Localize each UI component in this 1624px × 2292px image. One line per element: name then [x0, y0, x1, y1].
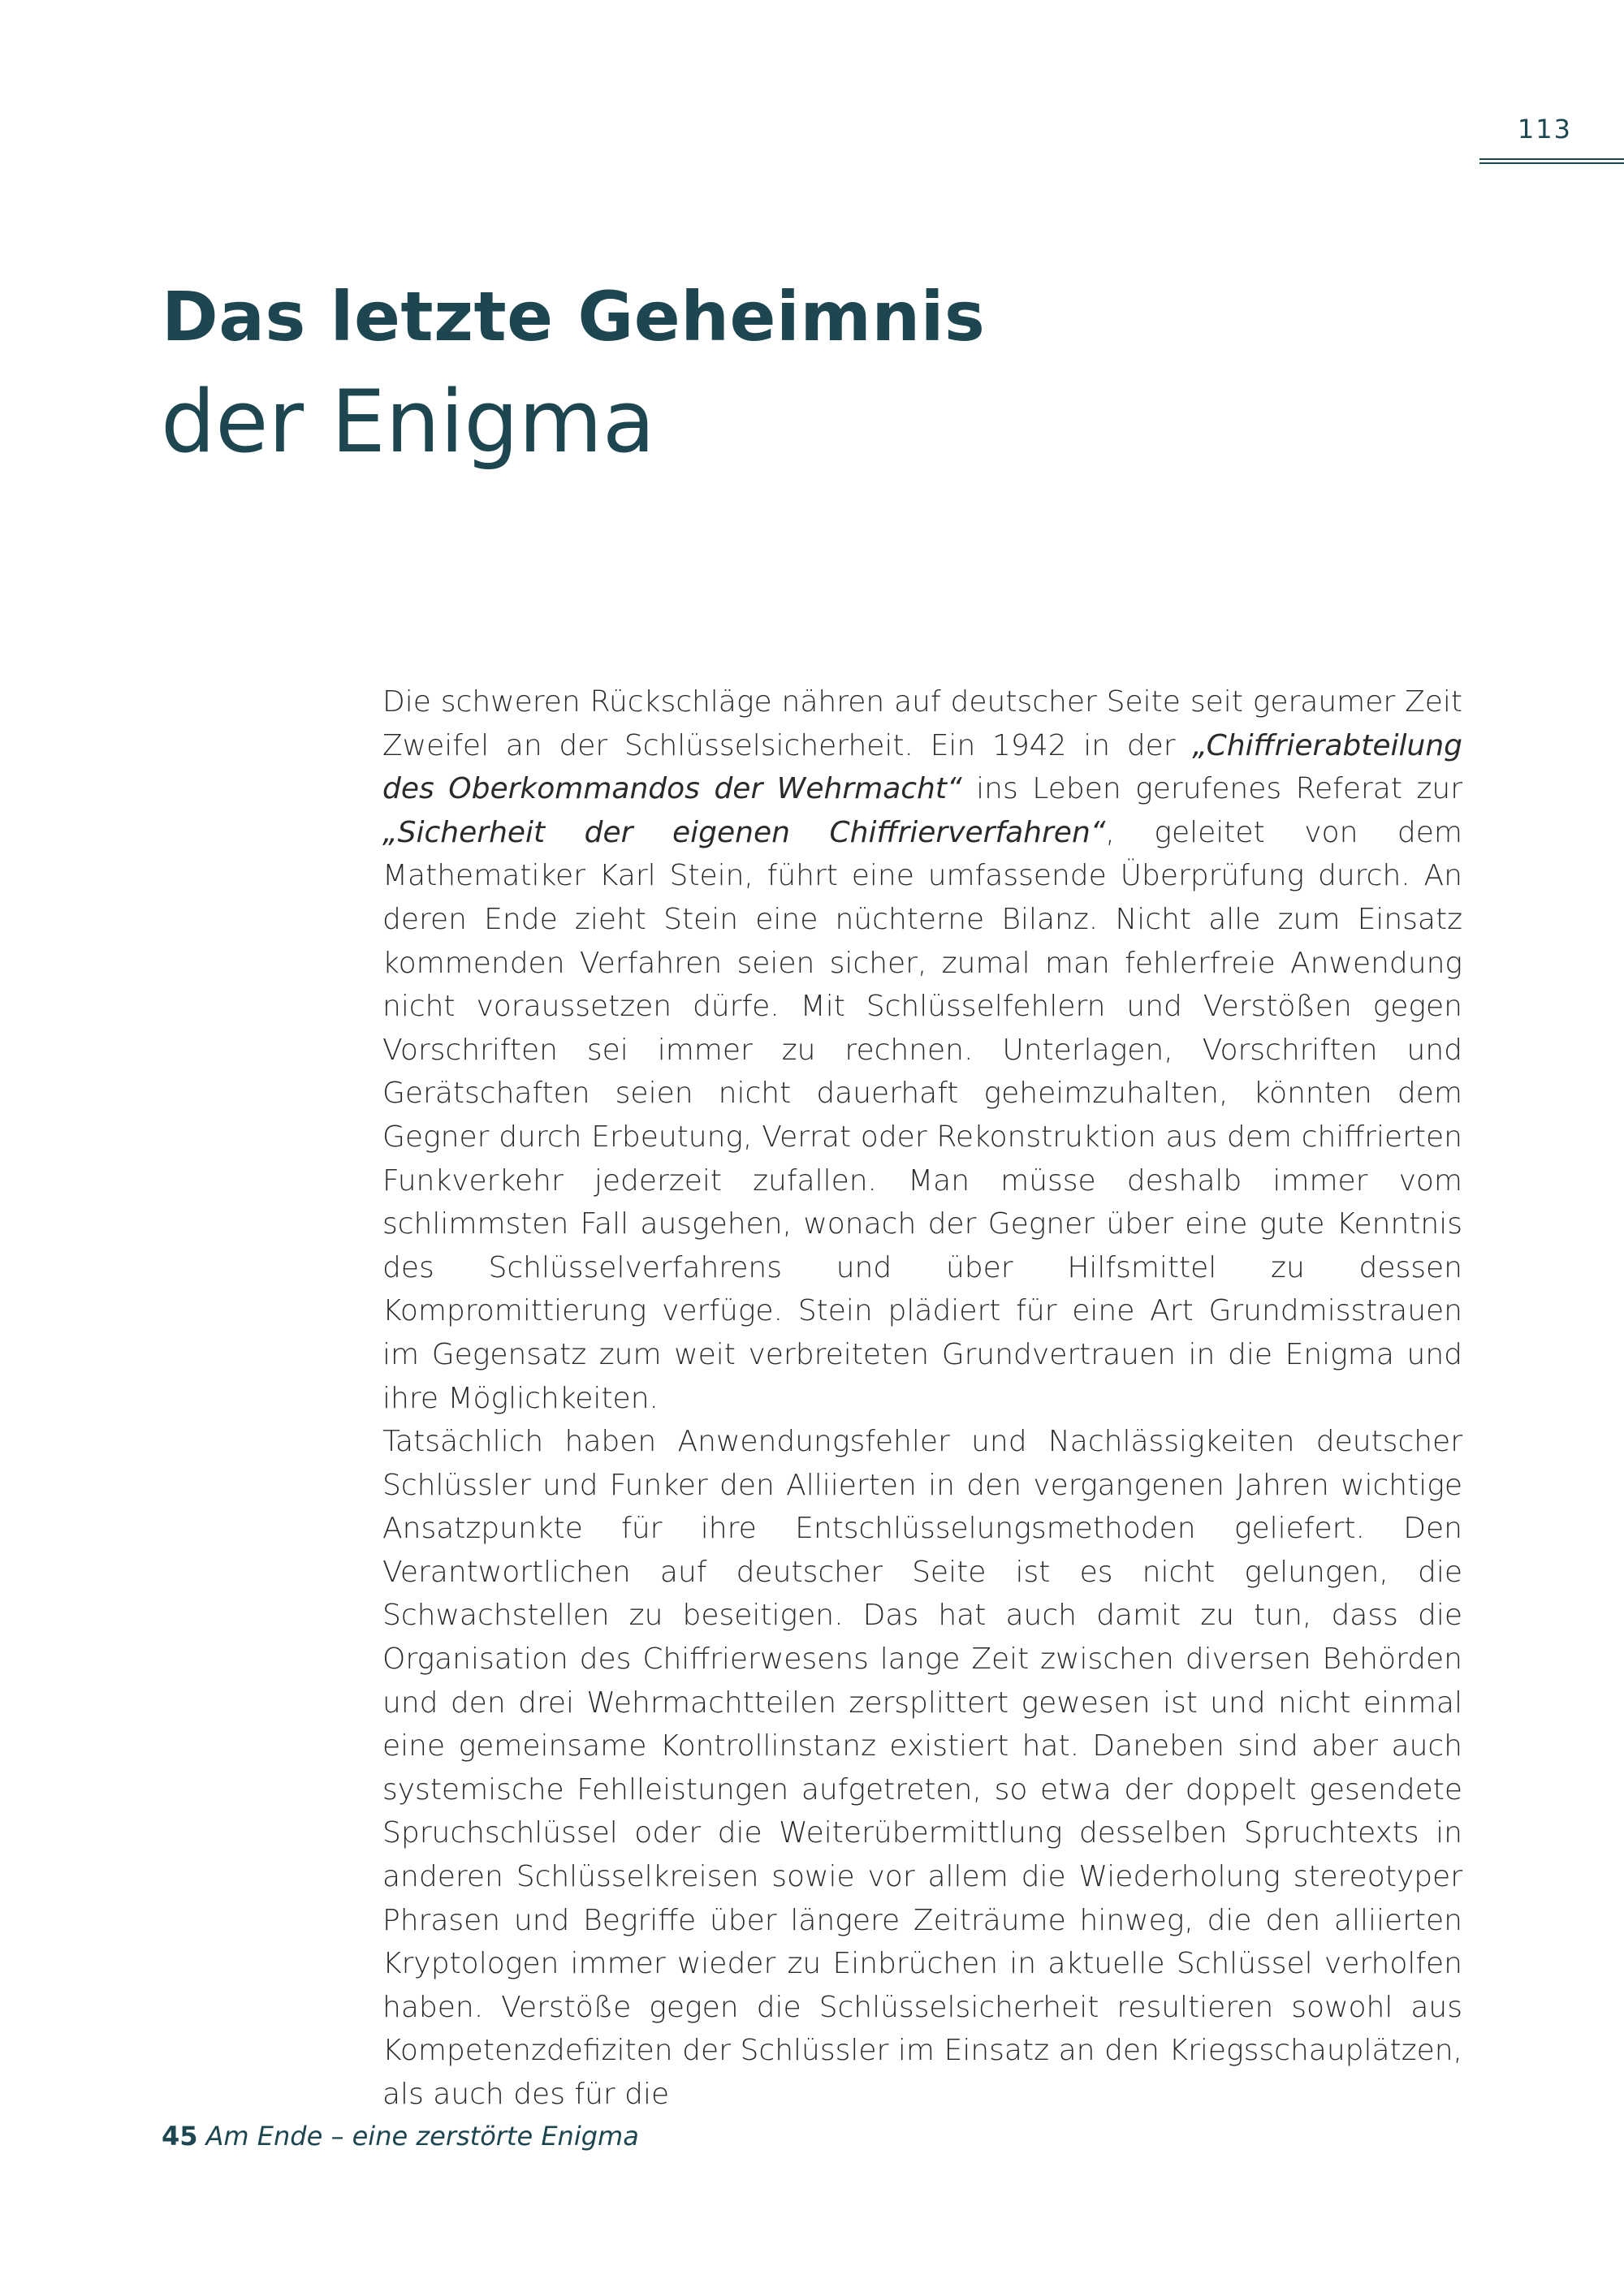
- paragraph-1-part-a: Die schweren Rückschläge nähren auf deutscher Seite seit geraumer Zeit Zweifel an der Schlüsselsicherheit. Ein 1942 in der: [382, 685, 1462, 762]
- paragraph-1: [382, 680, 1462, 1420]
- body-text: [382, 680, 1462, 2117]
- page-number-rule: [1479, 158, 1624, 164]
- page-number: 113: [1517, 114, 1572, 145]
- paragraph-1-emphasis-1: „Chiffrierabteilung des Oberkommandos der Wehrmacht“: [382, 728, 1462, 806]
- figure-caption: [162, 2121, 639, 2152]
- figure-number: 45: [162, 2121, 198, 2152]
- chapter-title-light: der Enigma: [161, 372, 655, 472]
- paragraph-1-part-b: ins Leben gerufenes Referat zur: [961, 772, 1462, 806]
- paragraph-2: Tatsächlich haben Anwendungsfehler und Nachlässigkeiten deutscher Schlüssler und Funker den Alliierten in den vergangenen Jahren wichtige Ansatzpunkte für ihre Entschlüsselungsmethoden geliefert. Den Verantwortlichen auf deutscher Seite ist es nicht gelungen, die Schwachstellen zu beseitigen. Das hat auch damit zu tun, dass die Organisation des Chiffrierwesens lange Zeit zwischen diversen Behörden und den drei Wehrmachtteilen zersplittert gewesen ist und nicht einmal eine gemeinsame Kontrollinstanz existiert hat. Daneben sind aber auch systemische Fehlleistungen aufgetreten, so etwa der doppelt gesendete Spruchschlüssel oder die Weiterübermittlung desselben Spruchtexts in anderen Schlüsselkreisen sowie vor allem die Wiederholung stereotyper Phrasen und Begriffe über längere Zeiträume hinweg, die den alliierten Kryptologen immer wieder zu Einbrüchen in aktuelle Schlüssel verholfen haben. Verstöße gegen die Schlüsselsicherheit resultieren sowohl aus Kompetenzdefiziten der Schlüssler im Einsatz an den Kriegsschauplätzen, als auch des für die: [382, 1425, 1462, 2111]
- chapter-title-bold: Das letzte Geheimnis: [162, 277, 986, 356]
- figure-caption-text: Am Ende – eine zerstörte Enigma: [205, 2121, 639, 2152]
- paragraph-1-emphasis-2: „Sicherheit der eigenen Chiffrierverfahren“: [382, 815, 1106, 849]
- paragraph-1-part-c: , geleitet von dem Mathematiker Karl Stein, führt eine umfassende Überprüfung durch. An deren Ende zieht Stein eine nüchterne Bilanz. Nicht alle zum Einsatz kommenden Verfahren seien sicher, zumal man fehlerfreie Anwendung nicht voraussetzen dürfe. Mit Schlüsselfehlern und Verstößen gegen Vorschriften sei immer zu rechnen. Unterlagen, Vorschriften und Gerätschaften seien nicht dauerhaft geheimzuhalten, könnten dem Gegner durch Erbeutung, Verrat oder Rekonstruktion aus dem chiffrierten Funkverkehr jederzeit zufallen. Man müsse deshalb immer vom schlimmsten Fall ausgehen, wonach der Gegner über eine gute Kenntnis des Schlüsselverfahrens und über Hilfsmittel zu dessen Kompromittierung verfüge. Stein plädiert für eine Art Grundmisstrauen im Gegensatz zum weit verbreiteten Grundvertrauen in die Enigma und ihre Möglichkeiten.: [382, 815, 1462, 1415]
